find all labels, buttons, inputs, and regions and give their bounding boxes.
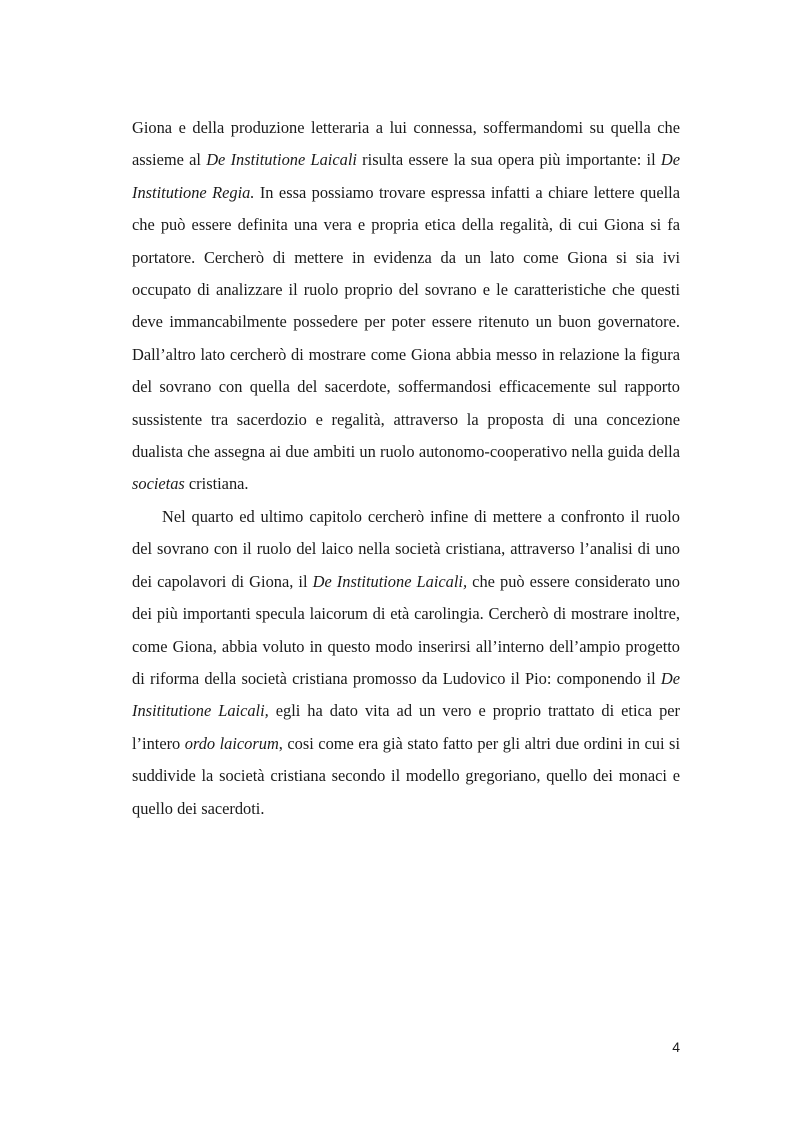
italic-title: De Insititutione Laicali, <box>132 668 680 721</box>
italic-term: societas <box>132 474 185 494</box>
italic-title: De Institutione Laicali <box>206 150 357 170</box>
italic-title: De Institutione Regia. <box>132 150 680 202</box>
text-run: , cosi come era già stato fatto per gli altri due ordini in cui si suddivide la società cristiana secondo il modello gregoriano, quello dei monaci e quello dei sacerdoti. <box>132 733 680 818</box>
text-run: risulta essere la sua opera più importante: il <box>356 150 661 170</box>
page-number: 4 <box>672 1039 680 1055</box>
text-run: cristiana. <box>184 474 249 494</box>
text-run: Giona e della produzione letteraria a lui connessa, soffermandomi su quella che assieme al <box>132 118 680 170</box>
paragraph-1 <box>132 112 680 501</box>
body-text <box>132 112 680 825</box>
text-run: egli ha dato vita ad un vero e proprio trattato di etica per l’intero <box>132 701 680 753</box>
paragraph-2 <box>132 501 680 825</box>
text-run: che può essere considerato uno dei più importanti specula laicorum di età carolingia. Cercherò di mostrare inoltre, come Giona, abbia voluto in questo modo inserirsi all’interno dell’ampio progetto di riforma della società cristiana promosso da Ludovico il Pio: componendo il <box>132 571 680 688</box>
italic-title: De Institutione Laicali, <box>312 571 468 591</box>
italic-term: ordo laicorum <box>184 733 279 753</box>
text-run: In essa possiamo trovare espressa infatti a chiare lettere quella che può essere definita una vera e propria etica della regalità, di cui Giona si fa portatore. Cercherò di mettere in evidenza da un lato come Giona si sia ivi occupato di analizzare il ruolo proprio del sovrano e le caratteristiche che questi deve immancabilmente possedere per poter essere ritenuto un buon governatore. Dall’altro lato cercherò di mostrare come Giona abbia messo in relazione la figura del sovrano con quella del sacerdote, soffermandosi efficacemente sul rapporto sussistente tra sacerdozio e regalità, attraverso la proposta di una concezione dualista che assegna ai due ambiti un ruolo autonomo-cooperativo nella guida della <box>132 182 681 462</box>
text-run: Nel quarto ed ultimo capitolo cercherò infine di mettere a confronto il ruolo del sovrano con il ruolo del laico nella società cristiana, attraverso l’analisi di uno dei capolavori di Giona, il <box>132 506 680 591</box>
